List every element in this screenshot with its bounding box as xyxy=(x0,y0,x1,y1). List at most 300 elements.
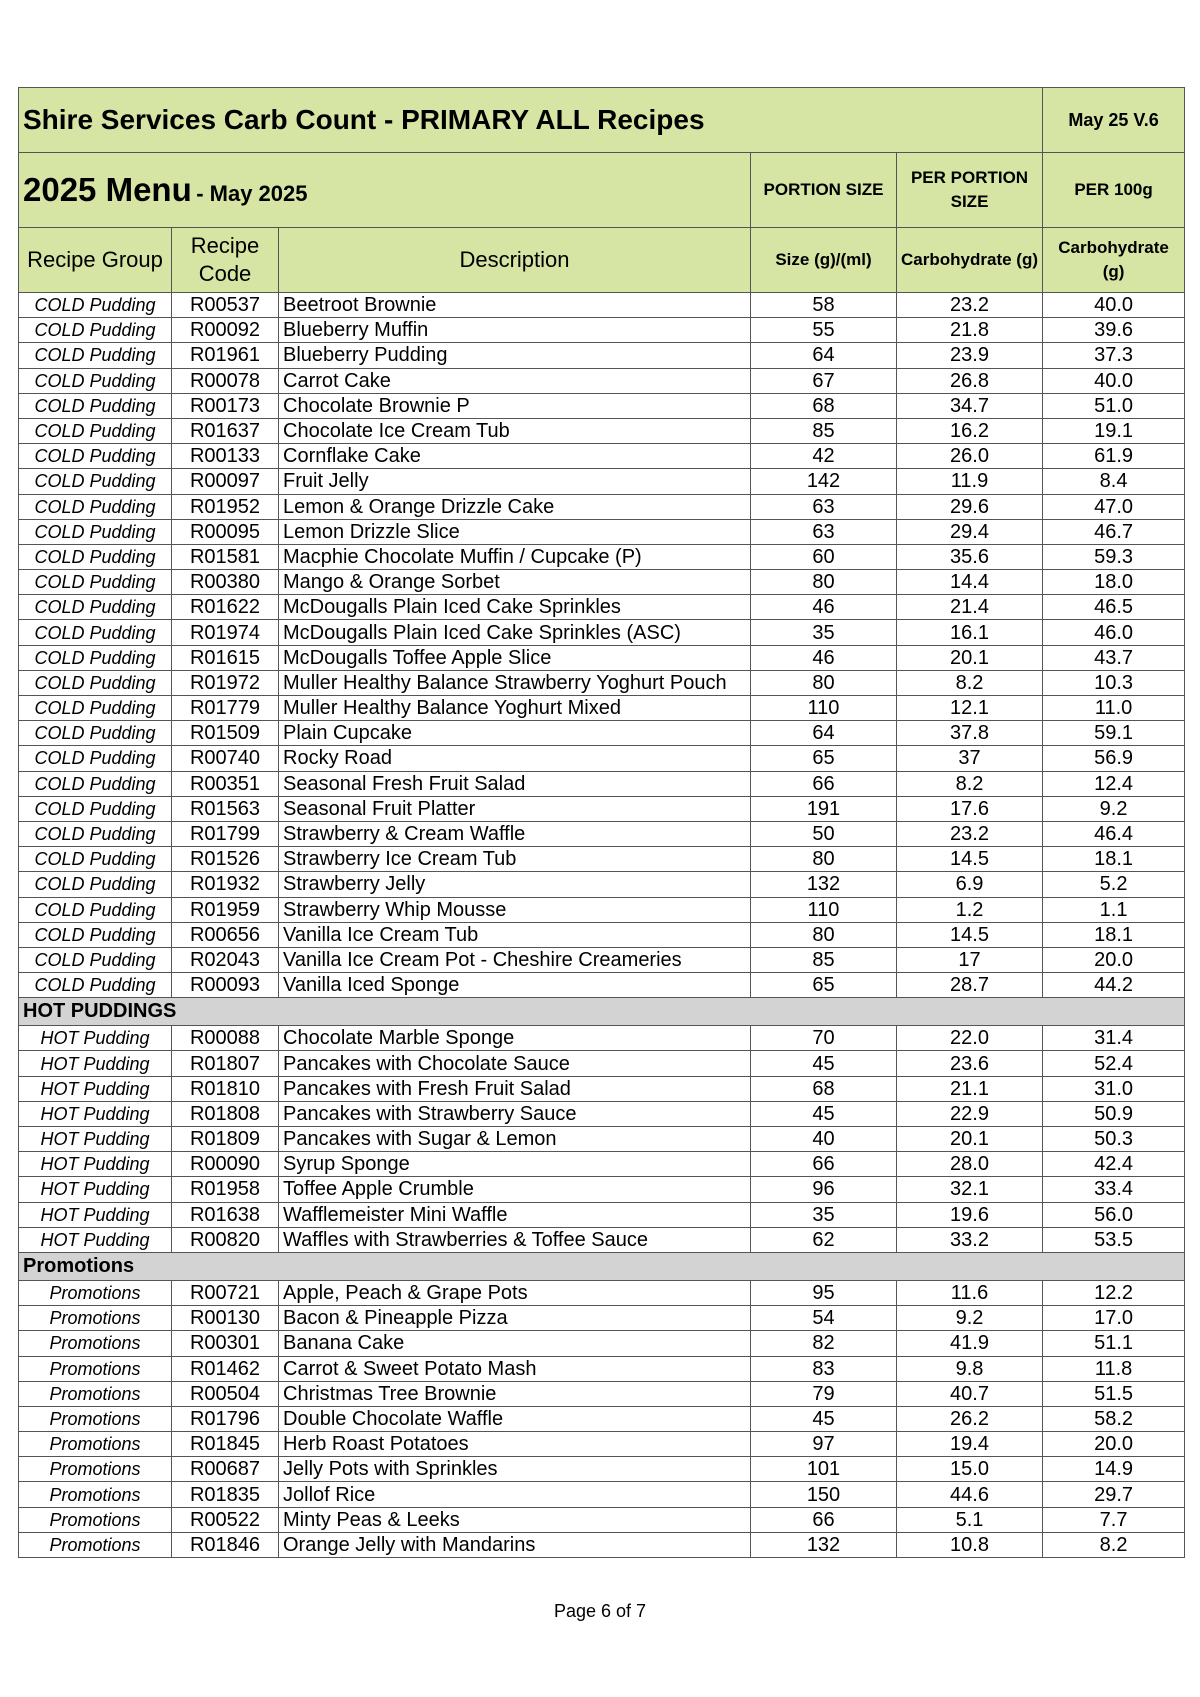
carb-100g-cell: 29.7 xyxy=(1043,1482,1185,1507)
carb-count-table xyxy=(18,87,1185,1558)
recipe-code-cell: R00740 xyxy=(172,746,279,771)
table-row xyxy=(19,796,1185,821)
size-cell: 96 xyxy=(751,1177,897,1202)
recipe-code-cell: R00130 xyxy=(172,1306,279,1331)
recipe-group-cell: COLD Pudding xyxy=(19,847,172,872)
description-cell: Waffles with Strawberries & Toffee Sauce xyxy=(279,1227,751,1252)
recipe-group-cell: COLD Pudding xyxy=(19,872,172,897)
recipe-group-cell: Promotions xyxy=(19,1532,172,1557)
section-hot-puddings xyxy=(19,998,1185,1026)
table-row xyxy=(19,393,1185,418)
carb-100g-cell: 61.9 xyxy=(1043,444,1185,469)
table-row xyxy=(19,670,1185,695)
carb-portion-cell: 35.6 xyxy=(897,544,1043,569)
carb-100g-cell: 1.1 xyxy=(1043,897,1185,922)
recipe-group-cell: Promotions xyxy=(19,1406,172,1431)
carb-100g-cell: 52.4 xyxy=(1043,1051,1185,1076)
size-cell: 68 xyxy=(751,1076,897,1101)
description-cell: Rocky Road xyxy=(279,746,751,771)
recipe-group-cell: COLD Pudding xyxy=(19,519,172,544)
description-cell: Bacon & Pineapple Pizza xyxy=(279,1306,751,1331)
carb-portion-cell: 21.1 xyxy=(897,1076,1043,1101)
table-row xyxy=(19,721,1185,746)
recipe-group-cell: COLD Pudding xyxy=(19,544,172,569)
carb-100g-cell: 17.0 xyxy=(1043,1306,1185,1331)
size-cell: 62 xyxy=(751,1227,897,1252)
carb-100g-cell: 50.3 xyxy=(1043,1127,1185,1152)
carb-portion-cell: 16.1 xyxy=(897,620,1043,645)
recipe-code-cell: R01972 xyxy=(172,670,279,695)
description-cell: Wafflemeister Mini Waffle xyxy=(279,1202,751,1227)
description-cell: Carrot & Sweet Potato Mash xyxy=(279,1356,751,1381)
recipe-code-cell: R01932 xyxy=(172,872,279,897)
description-cell: Chocolate Ice Cream Tub xyxy=(279,418,751,443)
carb-portion-cell: 33.2 xyxy=(897,1227,1043,1252)
carb-portion-cell: 22.0 xyxy=(897,1026,1043,1051)
recipe-code-cell: R01958 xyxy=(172,1177,279,1202)
recipe-group-cell: Promotions xyxy=(19,1280,172,1305)
carb-portion-cell: 37.8 xyxy=(897,721,1043,746)
table-row xyxy=(19,620,1185,645)
size-cell: 80 xyxy=(751,922,897,947)
recipe-code-cell: R01615 xyxy=(172,645,279,670)
carb-portion-cell: 32.1 xyxy=(897,1177,1043,1202)
recipe-code-cell: R01637 xyxy=(172,418,279,443)
recipe-code-cell: R00537 xyxy=(172,293,279,318)
recipe-code-cell: R01462 xyxy=(172,1356,279,1381)
recipe-group-cell: COLD Pudding xyxy=(19,922,172,947)
carb-100g-cell: 47.0 xyxy=(1043,494,1185,519)
recipe-group-cell: COLD Pudding xyxy=(19,721,172,746)
recipe-group-cell: COLD Pudding xyxy=(19,570,172,595)
recipe-code-cell: R01974 xyxy=(172,620,279,645)
carb-100g-cell: 43.7 xyxy=(1043,645,1185,670)
carb-100g-cell: 12.4 xyxy=(1043,771,1185,796)
carb-100g-cell: 20.0 xyxy=(1043,947,1185,972)
carb-100g-cell: 18.1 xyxy=(1043,922,1185,947)
size-cell: 40 xyxy=(751,1127,897,1152)
description-cell: Strawberry & Cream Waffle xyxy=(279,821,751,846)
recipe-group-cell: COLD Pudding xyxy=(19,947,172,972)
carb-portion-cell: 26.8 xyxy=(897,368,1043,393)
col-carb-100g: Carbohydrate (g) xyxy=(1043,228,1185,293)
carb-portion-cell: 28.0 xyxy=(897,1152,1043,1177)
table-row xyxy=(19,746,1185,771)
recipe-code-cell: R02043 xyxy=(172,947,279,972)
recipe-code-cell: R01799 xyxy=(172,821,279,846)
carb-100g-cell: 40.0 xyxy=(1043,293,1185,318)
portion-size-header: PORTION SIZE xyxy=(751,153,897,228)
description-cell: Muller Healthy Balance Strawberry Yoghurt Pouch xyxy=(279,670,751,695)
carb-portion-cell: 6.9 xyxy=(897,872,1043,897)
recipe-group-cell: HOT Pudding xyxy=(19,1127,172,1152)
table-row xyxy=(19,922,1185,947)
page-number: Page 6 of 7 xyxy=(553,1601,647,1621)
carb-portion-cell: 44.6 xyxy=(897,1482,1043,1507)
size-cell: 191 xyxy=(751,796,897,821)
carb-portion-cell: 23.2 xyxy=(897,293,1043,318)
table-row xyxy=(19,343,1185,368)
description-cell: Mango & Orange Sorbet xyxy=(279,570,751,595)
table-row xyxy=(19,1127,1185,1152)
per-100g-header: PER 100g xyxy=(1043,153,1185,228)
carb-portion-cell: 17.6 xyxy=(897,796,1043,821)
carb-100g-cell: 9.2 xyxy=(1043,796,1185,821)
description-cell: Seasonal Fresh Fruit Salad xyxy=(279,771,751,796)
recipe-group-cell: COLD Pudding xyxy=(19,620,172,645)
size-cell: 101 xyxy=(751,1457,897,1482)
recipe-group-cell: HOT Pudding xyxy=(19,1051,172,1076)
recipe-code-cell: R00301 xyxy=(172,1331,279,1356)
size-cell: 64 xyxy=(751,721,897,746)
carb-portion-cell: 37 xyxy=(897,746,1043,771)
table-row xyxy=(19,1482,1185,1507)
size-cell: 85 xyxy=(751,418,897,443)
recipe-code-cell: R01959 xyxy=(172,897,279,922)
carb-portion-cell: 14.5 xyxy=(897,847,1043,872)
carb-portion-cell: 21.8 xyxy=(897,318,1043,343)
carb-portion-cell: 15.0 xyxy=(897,1457,1043,1482)
description-cell: Lemon Drizzle Slice xyxy=(279,519,751,544)
recipe-group-cell: COLD Pudding xyxy=(19,645,172,670)
recipe-group-cell: HOT Pudding xyxy=(19,1177,172,1202)
recipe-code-cell: R00173 xyxy=(172,393,279,418)
table-row xyxy=(19,1280,1185,1305)
size-cell: 45 xyxy=(751,1101,897,1126)
carb-portion-cell: 34.7 xyxy=(897,393,1043,418)
carb-portion-cell: 9.2 xyxy=(897,1306,1043,1331)
description-cell: Banana Cake xyxy=(279,1331,751,1356)
description-cell: Pancakes with Chocolate Sauce xyxy=(279,1051,751,1076)
carb-100g-cell: 59.3 xyxy=(1043,544,1185,569)
carb-100g-cell: 50.9 xyxy=(1043,1101,1185,1126)
recipe-code-cell: R01961 xyxy=(172,343,279,368)
recipe-code-cell: R00380 xyxy=(172,570,279,595)
description-cell: Toffee Apple Crumble xyxy=(279,1177,751,1202)
table-row xyxy=(19,1101,1185,1126)
carb-100g-cell: 42.4 xyxy=(1043,1152,1185,1177)
recipe-group-cell: Promotions xyxy=(19,1482,172,1507)
carb-100g-cell: 40.0 xyxy=(1043,368,1185,393)
recipe-group-cell: Promotions xyxy=(19,1306,172,1331)
carb-portion-cell: 8.2 xyxy=(897,771,1043,796)
description-cell: Herb Roast Potatoes xyxy=(279,1432,751,1457)
description-cell: Blueberry Muffin xyxy=(279,318,751,343)
size-cell: 50 xyxy=(751,821,897,846)
carb-100g-cell: 46.7 xyxy=(1043,519,1185,544)
size-cell: 64 xyxy=(751,343,897,368)
recipe-group-cell: HOT Pudding xyxy=(19,1227,172,1252)
table-row xyxy=(19,947,1185,972)
carb-100g-cell: 18.0 xyxy=(1043,570,1185,595)
carb-portion-cell: 20.1 xyxy=(897,645,1043,670)
size-cell: 63 xyxy=(751,519,897,544)
carb-portion-cell: 41.9 xyxy=(897,1331,1043,1356)
carb-portion-cell: 1.2 xyxy=(897,897,1043,922)
carb-100g-cell: 53.5 xyxy=(1043,1227,1185,1252)
size-cell: 132 xyxy=(751,872,897,897)
table-row xyxy=(19,872,1185,897)
recipe-group-cell: HOT Pudding xyxy=(19,1026,172,1051)
description-cell: Blueberry Pudding xyxy=(279,343,751,368)
description-cell: Pancakes with Sugar & Lemon xyxy=(279,1127,751,1152)
recipe-group-cell: COLD Pudding xyxy=(19,418,172,443)
description-cell: Plain Cupcake xyxy=(279,721,751,746)
description-cell: Carrot Cake xyxy=(279,368,751,393)
table-row xyxy=(19,1507,1185,1532)
carb-portion-cell: 19.6 xyxy=(897,1202,1043,1227)
carb-portion-cell: 28.7 xyxy=(897,973,1043,998)
recipe-group-cell: COLD Pudding xyxy=(19,670,172,695)
recipe-group-cell: COLD Pudding xyxy=(19,796,172,821)
recipe-code-cell: R01952 xyxy=(172,494,279,519)
recipe-code-cell: R01509 xyxy=(172,721,279,746)
size-cell: 35 xyxy=(751,620,897,645)
description-cell: Chocolate Marble Sponge xyxy=(279,1026,751,1051)
carb-100g-cell: 14.9 xyxy=(1043,1457,1185,1482)
carb-portion-cell: 11.6 xyxy=(897,1280,1043,1305)
carb-100g-cell: 19.1 xyxy=(1043,418,1185,443)
recipe-group-cell: Promotions xyxy=(19,1457,172,1482)
table-row xyxy=(19,696,1185,721)
size-cell: 80 xyxy=(751,847,897,872)
description-cell: Vanilla Ice Cream Pot - Cheshire Creameries xyxy=(279,947,751,972)
table-row xyxy=(19,1202,1185,1227)
recipe-group-cell: COLD Pudding xyxy=(19,771,172,796)
section-promotions xyxy=(19,1252,1185,1280)
col-carb-portion: Carbohydrate (g) xyxy=(897,228,1043,293)
carb-100g-cell: 56.0 xyxy=(1043,1202,1185,1227)
recipe-group-cell: COLD Pudding xyxy=(19,393,172,418)
carb-portion-cell: 26.2 xyxy=(897,1406,1043,1431)
carb-100g-cell: 20.0 xyxy=(1043,1432,1185,1457)
recipe-code-cell: R00133 xyxy=(172,444,279,469)
col-recipe-code: Recipe Code xyxy=(172,228,279,293)
description-cell: Syrup Sponge xyxy=(279,1152,751,1177)
section-promotions-label: Promotions xyxy=(19,1252,1185,1280)
table-row xyxy=(19,1532,1185,1557)
size-cell: 58 xyxy=(751,293,897,318)
carb-portion-cell: 8.2 xyxy=(897,670,1043,695)
col-size: Size (g)/(ml) xyxy=(751,228,897,293)
table-row xyxy=(19,293,1185,318)
recipe-group-cell: COLD Pudding xyxy=(19,494,172,519)
carb-portion-cell: 20.1 xyxy=(897,1127,1043,1152)
carb-100g-cell: 51.5 xyxy=(1043,1381,1185,1406)
recipe-code-cell: R00721 xyxy=(172,1280,279,1305)
description-cell: Pancakes with Strawberry Sauce xyxy=(279,1101,751,1126)
size-cell: 68 xyxy=(751,393,897,418)
carb-portion-cell: 29.6 xyxy=(897,494,1043,519)
table-row xyxy=(19,847,1185,872)
recipe-code-cell: R00522 xyxy=(172,1507,279,1532)
table-row xyxy=(19,1177,1185,1202)
size-cell: 70 xyxy=(751,1026,897,1051)
recipe-group-cell: Promotions xyxy=(19,1507,172,1532)
description-cell: Apple, Peach & Grape Pots xyxy=(279,1280,751,1305)
table-row xyxy=(19,1306,1185,1331)
size-cell: 46 xyxy=(751,595,897,620)
carb-100g-cell: 10.3 xyxy=(1043,670,1185,695)
recipe-code-cell: R01581 xyxy=(172,544,279,569)
description-cell: Cornflake Cake xyxy=(279,444,751,469)
size-cell: 60 xyxy=(751,544,897,569)
carb-portion-cell: 19.4 xyxy=(897,1432,1043,1457)
size-cell: 83 xyxy=(751,1356,897,1381)
carb-100g-cell: 39.6 xyxy=(1043,318,1185,343)
table-row xyxy=(19,595,1185,620)
size-cell: 65 xyxy=(751,973,897,998)
carb-portion-cell: 5.1 xyxy=(897,1507,1043,1532)
carb-portion-cell: 29.4 xyxy=(897,519,1043,544)
table-row xyxy=(19,1227,1185,1252)
table-row xyxy=(19,570,1185,595)
recipe-group-cell: COLD Pudding xyxy=(19,368,172,393)
recipe-code-cell: R00095 xyxy=(172,519,279,544)
carb-100g-cell: 33.4 xyxy=(1043,1177,1185,1202)
recipe-group-cell: COLD Pudding xyxy=(19,595,172,620)
description-cell: Muller Healthy Balance Yoghurt Mixed xyxy=(279,696,751,721)
description-cell: Strawberry Ice Cream Tub xyxy=(279,847,751,872)
carb-portion-cell: 40.7 xyxy=(897,1381,1043,1406)
recipe-code-cell: R01845 xyxy=(172,1432,279,1457)
size-cell: 45 xyxy=(751,1406,897,1431)
recipe-group-cell: Promotions xyxy=(19,1381,172,1406)
carb-100g-cell: 31.0 xyxy=(1043,1076,1185,1101)
carb-100g-cell: 58.2 xyxy=(1043,1406,1185,1431)
description-cell: Macphie Chocolate Muffin / Cupcake (P) xyxy=(279,544,751,569)
table-row xyxy=(19,494,1185,519)
description-cell: Strawberry Jelly xyxy=(279,872,751,897)
carb-portion-cell: 14.4 xyxy=(897,570,1043,595)
description-cell: Vanilla Iced Sponge xyxy=(279,973,751,998)
size-cell: 110 xyxy=(751,696,897,721)
carb-100g-cell: 56.9 xyxy=(1043,746,1185,771)
carb-100g-cell: 46.4 xyxy=(1043,821,1185,846)
size-cell: 63 xyxy=(751,494,897,519)
recipe-code-cell: R00092 xyxy=(172,318,279,343)
carb-portion-cell: 10.8 xyxy=(897,1532,1043,1557)
description-cell: Beetroot Brownie xyxy=(279,293,751,318)
recipe-code-cell: R00088 xyxy=(172,1026,279,1051)
recipe-group-cell: COLD Pudding xyxy=(19,973,172,998)
size-cell: 82 xyxy=(751,1331,897,1356)
table-row xyxy=(19,645,1185,670)
table-row xyxy=(19,418,1185,443)
size-cell: 46 xyxy=(751,645,897,670)
table-row xyxy=(19,1356,1185,1381)
recipe-code-cell: R00090 xyxy=(172,1152,279,1177)
recipe-group-cell: Promotions xyxy=(19,1331,172,1356)
recipe-code-cell: R01563 xyxy=(172,796,279,821)
recipe-group-cell: Promotions xyxy=(19,1356,172,1381)
description-cell: McDougalls Plain Iced Cake Sprinkles xyxy=(279,595,751,620)
recipe-group-cell: HOT Pudding xyxy=(19,1101,172,1126)
size-cell: 110 xyxy=(751,897,897,922)
recipe-code-cell: R01835 xyxy=(172,1482,279,1507)
table-row xyxy=(19,368,1185,393)
size-cell: 80 xyxy=(751,670,897,695)
recipe-code-cell: R00097 xyxy=(172,469,279,494)
carb-100g-cell: 12.2 xyxy=(1043,1280,1185,1305)
size-cell: 66 xyxy=(751,1507,897,1532)
version-label: May 25 V.6 xyxy=(1043,88,1185,153)
carb-100g-cell: 5.2 xyxy=(1043,872,1185,897)
size-cell: 66 xyxy=(751,771,897,796)
size-cell: 42 xyxy=(751,444,897,469)
description-cell: Lemon & Orange Drizzle Cake xyxy=(279,494,751,519)
description-cell: Double Chocolate Waffle xyxy=(279,1406,751,1431)
description-cell: Pancakes with Fresh Fruit Salad xyxy=(279,1076,751,1101)
col-description: Description xyxy=(279,228,751,293)
recipe-group-cell: COLD Pudding xyxy=(19,746,172,771)
table-row xyxy=(19,973,1185,998)
carb-portion-cell: 23.9 xyxy=(897,343,1043,368)
recipe-code-cell: R00093 xyxy=(172,973,279,998)
recipe-group-cell: Promotions xyxy=(19,1432,172,1457)
recipe-code-cell: R00687 xyxy=(172,1457,279,1482)
carb-100g-cell: 46.5 xyxy=(1043,595,1185,620)
recipe-code-cell: R01846 xyxy=(172,1532,279,1557)
size-cell: 65 xyxy=(751,746,897,771)
recipe-group-cell: COLD Pudding xyxy=(19,897,172,922)
size-cell: 79 xyxy=(751,1381,897,1406)
description-cell: Minty Peas & Leeks xyxy=(279,1507,751,1532)
page-title: Shire Services Carb Count - PRIMARY ALL Recipes xyxy=(19,88,1043,153)
table-row xyxy=(19,1026,1185,1051)
table-row xyxy=(19,1406,1185,1431)
recipe-group-cell: COLD Pudding xyxy=(19,469,172,494)
carb-portion-cell: 21.4 xyxy=(897,595,1043,620)
recipe-group-cell: HOT Pudding xyxy=(19,1076,172,1101)
recipe-group-cell: COLD Pudding xyxy=(19,444,172,469)
carb-portion-cell: 16.2 xyxy=(897,418,1043,443)
description-cell: Jollof Rice xyxy=(279,1482,751,1507)
carb-100g-cell: 51.0 xyxy=(1043,393,1185,418)
description-cell: Seasonal Fruit Platter xyxy=(279,796,751,821)
menu-heading xyxy=(19,153,751,228)
carb-100g-cell: 46.0 xyxy=(1043,620,1185,645)
recipe-group-cell: HOT Pudding xyxy=(19,1152,172,1177)
table-row xyxy=(19,821,1185,846)
carb-100g-cell: 31.4 xyxy=(1043,1026,1185,1051)
menu-title: 2025 Menu xyxy=(23,171,192,208)
table-row xyxy=(19,318,1185,343)
carb-100g-cell: 59.1 xyxy=(1043,721,1185,746)
description-cell: Orange Jelly with Mandarins xyxy=(279,1532,751,1557)
carb-portion-cell: 14.5 xyxy=(897,922,1043,947)
recipe-code-cell: R01809 xyxy=(172,1127,279,1152)
carb-100g-cell: 18.1 xyxy=(1043,847,1185,872)
table-row xyxy=(19,469,1185,494)
carb-100g-cell: 11.8 xyxy=(1043,1356,1185,1381)
description-cell: Jelly Pots with Sprinkles xyxy=(279,1457,751,1482)
recipe-group-cell: COLD Pudding xyxy=(19,318,172,343)
carb-portion-cell: 12.1 xyxy=(897,696,1043,721)
recipe-code-cell: R01779 xyxy=(172,696,279,721)
recipe-group-cell: COLD Pudding xyxy=(19,343,172,368)
table-row xyxy=(19,1331,1185,1356)
carb-100g-cell: 51.1 xyxy=(1043,1331,1185,1356)
size-cell: 66 xyxy=(751,1152,897,1177)
description-cell: McDougalls Plain Iced Cake Sprinkles (ASC) xyxy=(279,620,751,645)
size-cell: 95 xyxy=(751,1280,897,1305)
carb-portion-cell: 9.8 xyxy=(897,1356,1043,1381)
table-row xyxy=(19,519,1185,544)
recipe-group-cell: HOT Pudding xyxy=(19,1202,172,1227)
size-cell: 80 xyxy=(751,570,897,595)
per-portion-header: PER PORTION SIZE xyxy=(897,153,1043,228)
